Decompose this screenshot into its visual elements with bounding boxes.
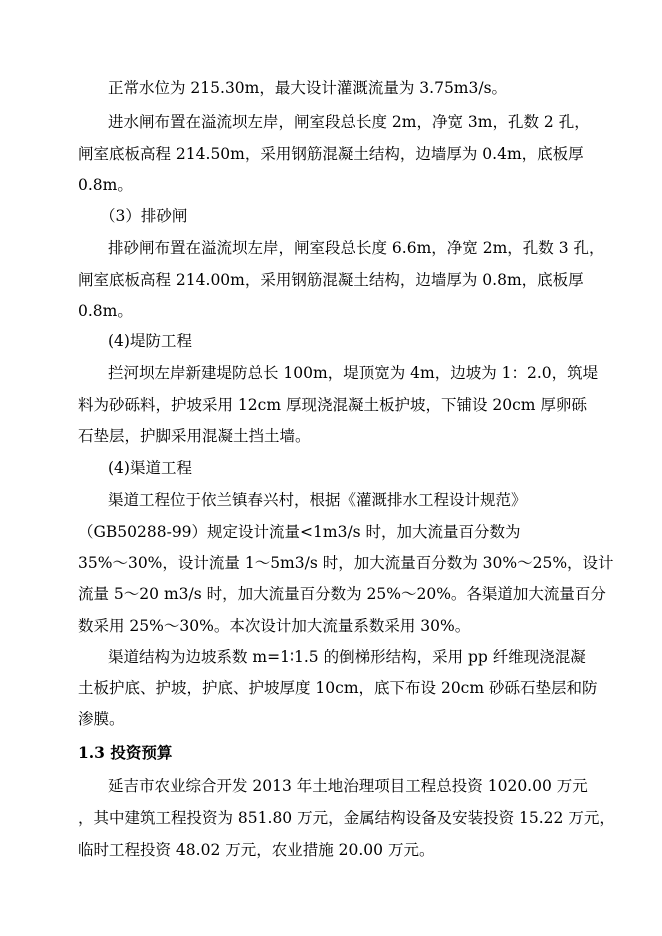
section-heading: （3）排砂闸 <box>100 207 188 225</box>
text-line: 料为砂砾料，护坡采用 12cm 厚现浇混凝土板护坡，下铺设 20cm 厚卵砾 <box>78 396 587 414</box>
text-line: 延吉市农业综合开发 2013 年土地治理项目工程总投资 1020.00 万元 <box>108 777 588 795</box>
text-line: （GB50288-99）规定设计流量<1m3/s 时，加大流量百分数为 <box>78 523 521 541</box>
text-line: 35%～30%，设计流量 1～5m3/s 时，加大流量百分数为 30%～25%，设计 <box>78 554 614 572</box>
text-line: 拦河坝左岸新建堤防总长 100m，堤顶宽为 4m，边坡为 1：2.0，筑堤 <box>108 364 599 382</box>
text-line: 进水闸布置在溢流坝左岸，闸室段总长度 2m，净宽 3m，孔数 2 孔， <box>108 113 590 131</box>
text-line: 闸室底板高程 214.00m，采用钢筋混凝土结构，边墙厚为 0.8m，底板厚 <box>78 271 584 289</box>
text-line: 渗膜。 <box>78 710 125 728</box>
text-line: 数采用 25%～30%。本次设计加大流量系数采用 30%。 <box>78 617 471 635</box>
text-line: 渠道结构为边坡系数 m=1∶1.5 的倒梯形结构，采用 pp 纤维现浇混凝 <box>108 648 586 666</box>
text-line: 正常水位为 215.30m，最大设计灌溉流量为 3.75m3/s。 <box>108 79 508 97</box>
text-line: 土板护底、护坡，护底、护坡厚度 10cm，底下布设 20cm 砂砾石垫层和防 <box>78 679 598 697</box>
text-line: ，其中建筑工程投资为 851.80 万元，金属结构设备及安装投资 15.22 万元， <box>78 809 615 827</box>
text-line: 流量 5～20 m3/s 时，加大流量百分数为 25%～20%。各渠道加大流量百分 <box>78 585 606 603</box>
section-heading: (4)渠道工程 <box>108 459 192 477</box>
section-heading: (4)堤防工程 <box>108 332 192 350</box>
text-line: 闸室底板高程 214.50m，采用钢筋混凝土结构，边墙厚为 0.4m，底板厚 <box>78 145 584 163</box>
text-line: 0.8m。 <box>78 302 133 320</box>
text-line: 排砂闸布置在溢流坝左岸，闸室段总长度 6.6m，净宽 2m，孔数 3 孔， <box>108 239 605 257</box>
text-line: 0.8m。 <box>78 176 133 194</box>
text-line: 石垫层，护脚采用混凝土挡土墙。 <box>78 427 311 445</box>
text-line: 渠道工程位于依兰镇春兴村，根据《灌溉排水工程设计规范》 <box>108 491 527 509</box>
section-heading-investment: 1.3 投资预算 <box>78 743 173 762</box>
text-line: 临时工程投资 48.02 万元，农业措施 20.00 万元。 <box>78 841 435 859</box>
